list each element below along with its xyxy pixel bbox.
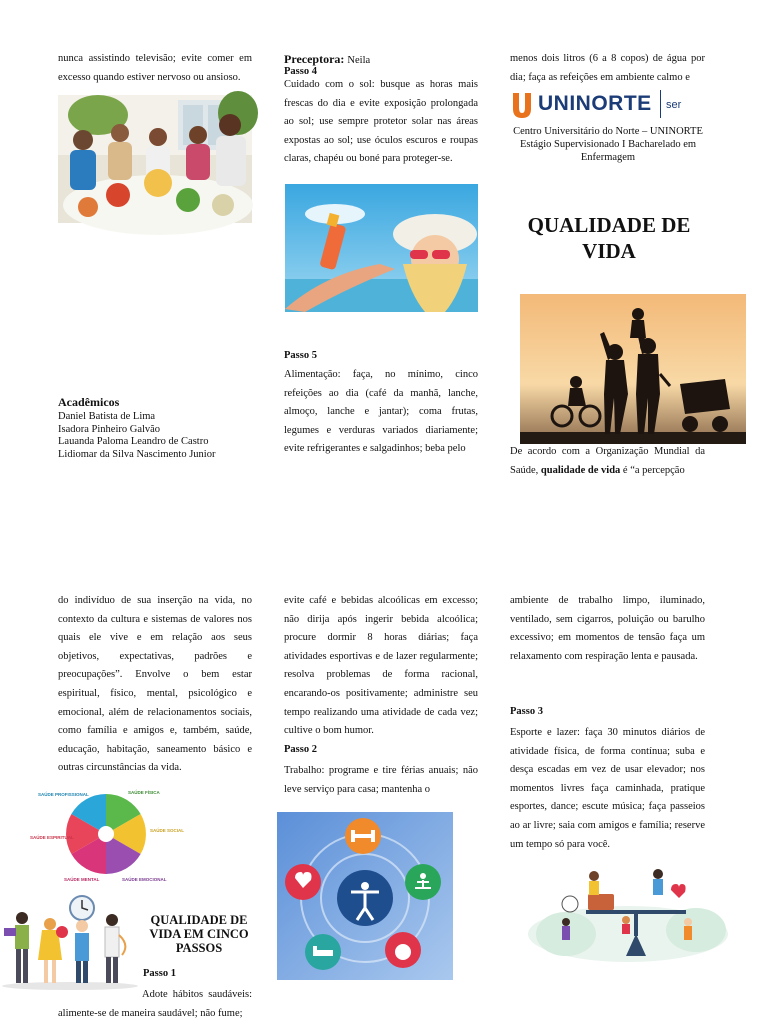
step5-title: Passo 5 [284,350,317,361]
wheel-label: SAÚDE MENTAL [64,877,100,882]
healthy-people-illustration [0,890,140,990]
uninorte-u-icon [511,91,533,119]
work-life-balance-illustration [526,864,730,960]
step2-text: Trabalho: programe e tire férias anuais; não leve serviço para casa; mantenha o [284,765,478,795]
section-title: QUALIDADE DE VIDA EM CINCO PASSOS [149,913,249,955]
definition-text [510,443,705,480]
main-title-line2: VIDA [582,239,636,263]
main-title [505,212,713,264]
health-wheel [30,784,185,884]
definition-suffix: é “a percepção [622,464,685,476]
academic-name: Isadora Pinheiro Galvão [58,423,161,435]
preceptor-line [284,52,370,67]
definition-bold: qualidade de vida [540,464,621,476]
definition-continuation: do indivíduo de sua inserção na vida, no contexto da cultura e sistemas de valores nos quais ele vive e em relação aos seus objetivos, expectativas, padrões e preocupações”. Envolve o bem estar espiritual, físico, mental, psicológico e emocional, além de relacionamentos sociais, como família e amigos e, também, saúde, educação, habitação, saneamento básico e outras circunstâncias da vida. [58,595,252,774]
sunscreen-photo [285,184,478,312]
step5-text: Alimentação: faça, no mínimo, cinco refeições ao dia (café da manhã, lanche, almoço, lanche e jantar); coma frutas, legumes e verduras variados diariamente; evite refrigerantes e salgadinhos; beba pelo [284,369,478,455]
main-title-line1: QUALIDADE DE [527,213,691,237]
step4-title: Passo 4 [284,66,317,77]
wheel-label: SAÚDE PROFISSIONAL [38,792,89,797]
academic-name: Lauanda Paloma Leandro de Castro [58,436,209,447]
academic-name: Daniel Batista de Lima [58,411,156,422]
academics-title: Acadêmicos [58,395,120,409]
logo-text: UNINORTE [538,92,652,115]
step2-title: Passo 2 [284,744,317,755]
step1-title: Passo 1 [143,968,176,979]
wheel-label: SAÚDE EMOCIONAL [122,877,167,882]
family-sunset-photo [520,294,746,444]
wheel-label: SAÚDE FÍSICA [128,790,160,795]
work-env-text: ambiente de trabalho limpo, iluminado, ventilado, sem cigarros, poluição ou barulho excessivo; em momentos de tensão faça um relaxamento com respiração lenta e pausada. [510,595,705,662]
logo-sub: ser [666,99,682,111]
wheel-label: SAÚDE SOCIAL [150,828,185,833]
family-dinner-photo [58,95,252,223]
step4-text: Cuidado com o sol: busque as horas mais frescas do dia e evite exposição prolongada ao sol; use sempre protetor solar nas áreas expostas ao sol; use óculos escuros e roupas claras, chapéu ou boné para proteger-se. [284,79,478,165]
step1-text: Adote hábitos saudáveis: alimente-se de maneira saudável; não fume; [58,989,252,1019]
academics-list [58,411,252,461]
academic-name: Lidiomar da Silva Nascimento Junior [58,448,216,460]
step3-text: Esporte e lazer: faça 30 minutos diários de atividade física, de forma contínua; suba e desça escadas em vez de usar elevador; nos momentos livres faça caminhada, pratique esportes, dance; escute música; faça passeios ao ar livre; saia com amigos e família; reserve um tempo só para você. [510,727,705,850]
habits-text: evite café e bebidas alcoólicas em excesso; não dirija após ingerir bebida alcoólica; procure dormir 8 horas diárias; faça atividades esportivas e de lazer regularmente; resolva problemas de forma racional, encarando-os positivamente; administre seu tempo realizando uma atividade de cada vez; cultive o bom humor. [284,595,478,737]
wheel-label: SAÚDE ESPIRITUAL [30,835,74,840]
uninorte-logo [511,90,681,120]
step3-title: Passo 3 [510,706,543,717]
water-text: menos dois litros (6 a 8 copos) de água por dia; faça as refeições em ambiente calmo e [510,53,705,83]
wellness-icons-graphic [277,812,453,980]
preceptor-name: Neila [347,55,371,66]
definition-prefix: De acordo com a Organização Mundial da Saúde, [510,446,705,476]
institution-name: Centro Universitário do Norte – UNINORTE Estágio Supervisionado I Bacharelado em Enfermagem [513,126,703,163]
intro-text: nunca assistindo televisão; evite comer em excesso quando estiver nervoso ou ansioso. [58,53,252,83]
preceptor-label: Preceptora: [284,52,345,66]
